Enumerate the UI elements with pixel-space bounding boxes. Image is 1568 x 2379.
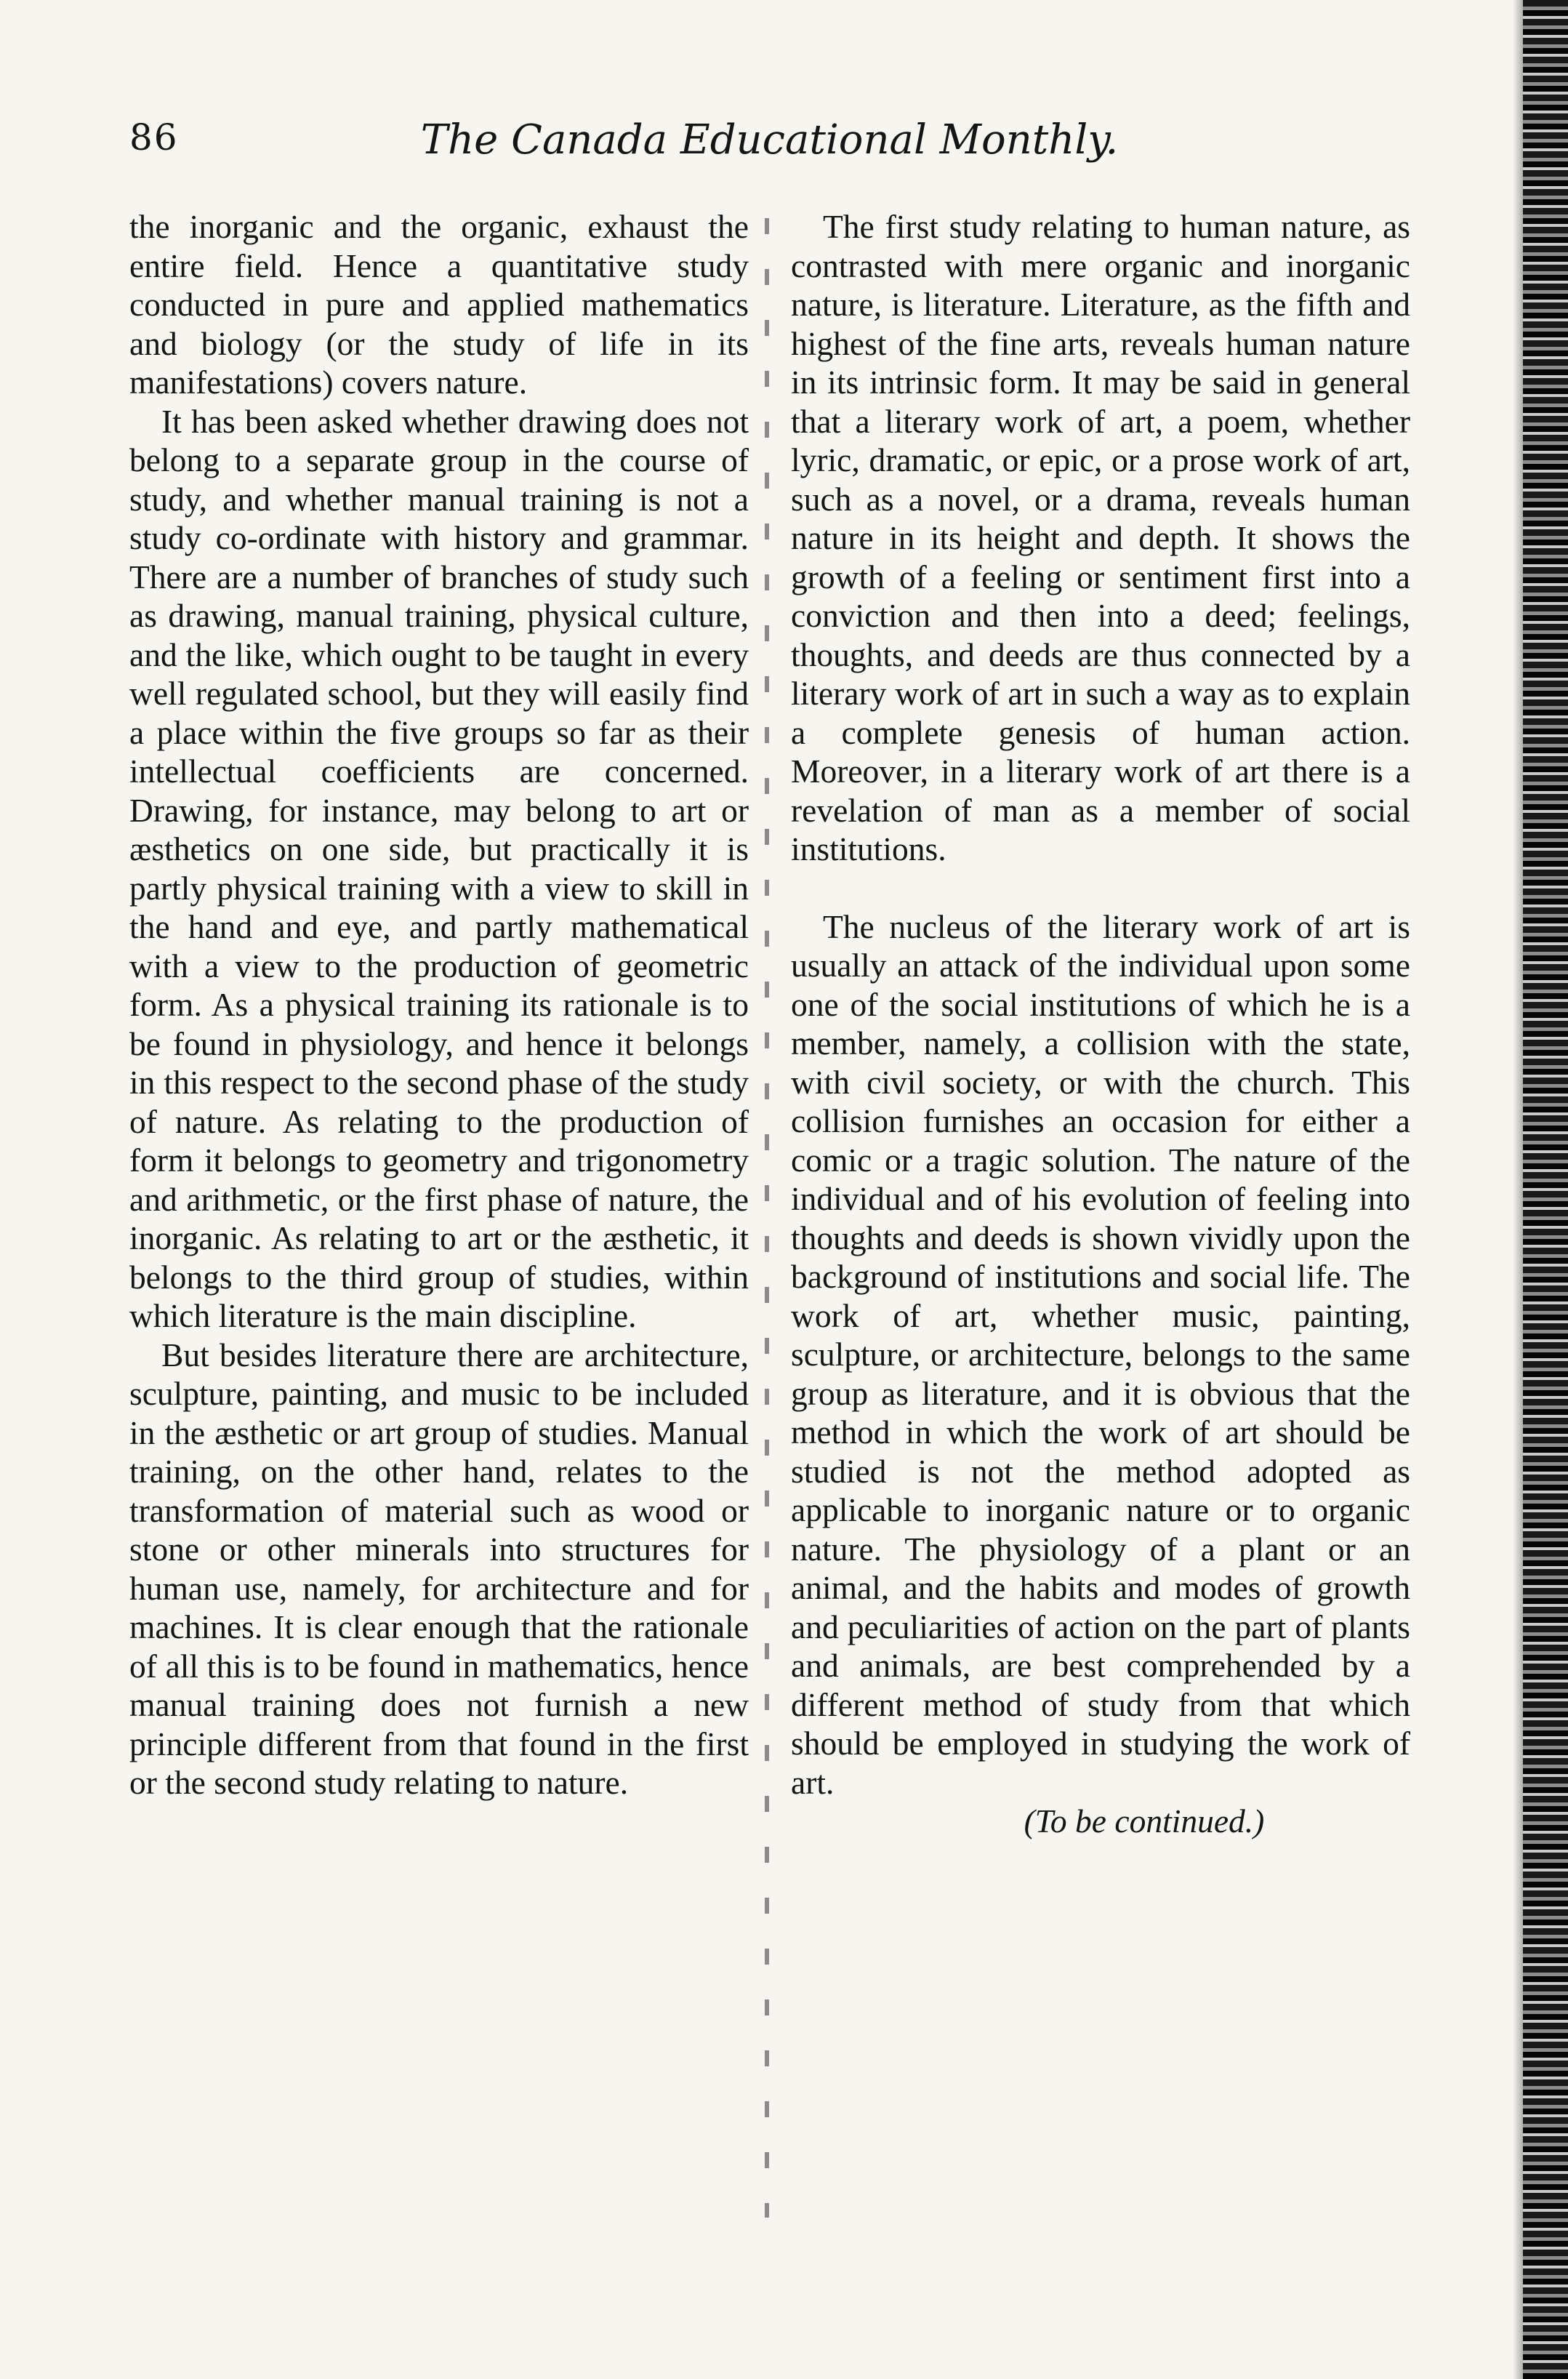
page-number: 86 (129, 116, 179, 159)
left-column (129, 207, 749, 1802)
right-paragraph-1: The first study relating to human nature, as contrasted with mere organic and inorganic nature, is literature. Literature, as the fifth and highest of the fine arts, reveals human nature in its intrinsic form. It may be said in general that a literary work of art, a poem, whether lyric, dramatic, or epic, or a prose work of art, such as a novel, or a drama, reveals human nature in its height and depth. It shows the growth of a feeling or sentiment first into a conviction and then into a deed; feelings, thoughts, and deeds are thus connected by a literary work of art in such a way as to explain a complete genesis of human action. Moreover, in a literary work of art there is a revelation of man as a member of social institutions. (791, 208, 1410, 867)
running-title: The Canada Educational Monthly. (420, 116, 1119, 164)
left-paragraph-3: But besides literature there are architecture, sculpture, painting, and music to be included in the æsthetic or art group of studies. Manual training, on the other hand, relates to the transformation of material such as wood or stone or other minerals into structures for human use, namely, for architecture and for machines. It is clear enough that the rationale of all this is to be found in mathematics, hence manual training does not furnish a new principle different from that found in the first or the second study relating to nature. (129, 1336, 749, 1801)
to-be-continued-note: (To be continued.) (1024, 1802, 1265, 1840)
column-divider (765, 218, 769, 2218)
right-paragraph-2: The nucleus of the literary work of art is usually an attack of the individual upon some one of the social institutions of which he is a member, namely, a collision with the state, with civil society, or with the church. This collision furnishes an occasion for either a comic or a tragic solution. The nature of the individual and of his evolution of feeling into thoughts and deeds is shown vividly upon the background of institutions and social life. The work of art, whether music, painting, sculpture, or architecture, belongs to the same group as literature, and it is obvious that the method in which the work of art should be studied is not the method adopted as applicable to inorganic nature or to organic nature. The physiology of a plant or an animal, and the habits and modes of growth and peculiarities of action on the part of plants and animals, are best comprehended by a different method of study from that which should be employed in studying the work of art. (791, 907, 1410, 1801)
scanned-page-edge (1523, 0, 1568, 2379)
left-paragraph-1: the inorganic and the organic, exhaust the entire field. Hence a quantitative study conducted in pure and applied mathematics and biology (or the study of life in its manifestations) covers nature. (129, 208, 749, 401)
right-column (791, 207, 1410, 1841)
left-paragraph-2: It has been asked whether drawing does not belong to a separate group in the course of study, and whether manual training is not a study co-ordinate with history and grammar. There are a number of branches of study such as drawing, manual training, physical culture, and the like, which ought to be taught in every well regulated school, but they will easily find a place within the five groups so far as their intellectual coefficients are concerned. Drawing, for instance, may belong to art or æsthetics on one side, but practically it is partly physical training with a view to skill in the hand and eye, and partly mathematical with a view to the production of geometric form. As a physical training its rationale is to be found in physiology, and hence it belongs in this respect to the second phase of the study of nature. As relating to the production of form it belongs to geometry and trigonometry and arithmetic, or the first phase of nature, the inorganic. As relating to art or the æsthetic, it belongs to the third group of studies, within which literature is the main discipline. (129, 402, 749, 1334)
